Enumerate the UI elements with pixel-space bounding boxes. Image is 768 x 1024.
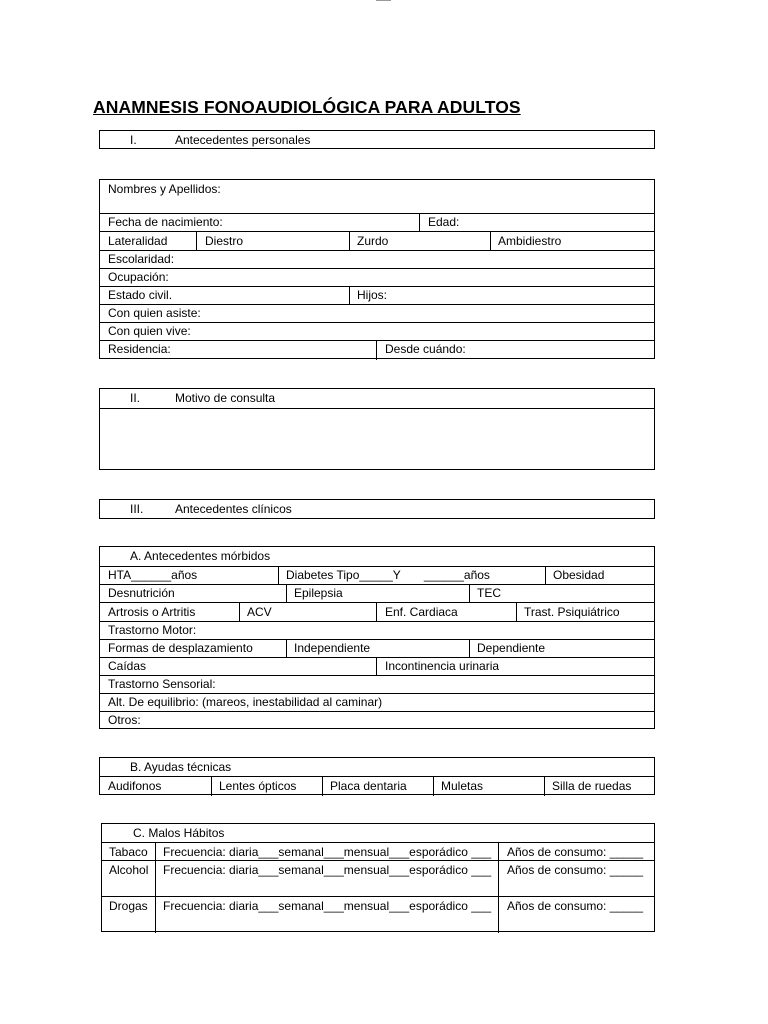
incontinencia-label: Incontinencia urinaria [385, 659, 500, 673]
morbidos-table [99, 546, 655, 729]
drogas-row [102, 896, 654, 933]
equilibrio-label: Alt. De equilibrio: (mareos, inestabilidad al caminar) [108, 695, 383, 709]
motivo-box [99, 388, 655, 470]
desplazamiento-row [100, 639, 654, 658]
motor-label: Trastorno Motor: [108, 623, 197, 637]
asiste-label: Con quien asiste: [108, 306, 201, 320]
section-i-number: I. [130, 133, 137, 147]
asiste-row [100, 304, 654, 320]
tec-label: TEC [477, 586, 501, 600]
section-i-label: Antecedentes personales [175, 133, 311, 147]
ayuda-item: Lentes ópticos [219, 779, 297, 793]
morbidos-header: A. Antecedentes mórbidos [130, 549, 271, 563]
ocupacion-row [100, 268, 654, 284]
ayudas-row [100, 776, 654, 796]
residencia-row [100, 340, 654, 360]
fecha-row [100, 213, 654, 232]
psiquiatrico-label: Trast. Psiquiátrico [524, 605, 620, 619]
section-iii-number: III. [130, 502, 144, 516]
ayuda-item: Audifonos [108, 779, 162, 793]
obesidad-label: Obesidad [553, 568, 605, 582]
tabaco-row [102, 842, 654, 861]
caidas-label: Caídas [108, 659, 147, 673]
desde-cuando-label: Desde cuándo: [385, 342, 466, 356]
nombres-label: Nombres y Apellidos: [108, 182, 221, 196]
habito-label: Alcohol [109, 863, 149, 877]
vive-label: Con quien vive: [108, 324, 191, 338]
frecuencia-text: Frecuencia: diaria___semanal___mensual___esporádico ___ [163, 863, 492, 877]
personal-table [99, 179, 655, 359]
ayudas-table [99, 757, 655, 795]
section-i-header [99, 130, 655, 149]
habito-label: Tabaco [109, 845, 148, 859]
anios-text: Años de consumo: _____ [507, 845, 644, 859]
cardiaca-label: Enf. Cardiaca [385, 605, 458, 619]
frecuencia-text: Frecuencia: diaria___semanal___mensual___esporádico ___ [163, 899, 492, 913]
anios-text: Años de consumo: _____ [507, 863, 644, 877]
fecha-label: Fecha de nacimiento: [108, 215, 223, 229]
section-iii-header [99, 499, 655, 519]
sensorial-label: Trastorno Sensorial: [108, 677, 216, 691]
desnutricion-row [100, 584, 654, 603]
otros-row [100, 711, 654, 727]
section-iii-label: Antecedentes clínicos [175, 502, 292, 516]
section-ii-number: II. [130, 391, 141, 405]
estado-civil-row [100, 286, 654, 305]
dependiente-label: Dependiente [477, 641, 546, 655]
ayuda-item: Placa dentaria [330, 779, 407, 793]
ambidiestro-label: Ambidiestro [498, 234, 562, 248]
estado-civil-label: Estado civil. [108, 288, 173, 302]
ocupacion-label: Ocupación: [108, 270, 169, 284]
page-title: ANAMNESIS FONOAUDIOLÓGICA PARA ADULTOS [93, 97, 521, 117]
desnutricion-label: Desnutrición [108, 586, 175, 600]
lateralidad-row [100, 231, 654, 251]
residencia-label: Residencia: [108, 342, 171, 356]
edad-label: Edad: [428, 215, 460, 229]
equilibrio-row [100, 693, 654, 709]
ayuda-item: Silla de ruedas [552, 779, 632, 793]
epilepsia-label: Epilepsia [294, 586, 343, 600]
alcohol-row [102, 860, 654, 897]
acv-label: ACV [247, 605, 272, 619]
lateralidad-label: Lateralidad [108, 234, 168, 248]
escolaridad-row [100, 250, 654, 266]
hta-label: HTA______años [108, 568, 198, 582]
habitos-table [101, 823, 655, 932]
frecuencia-text: Frecuencia: diaria___semanal___mensual___esporádico ___ [163, 845, 492, 859]
artrosis-label: Artrosis o Artritis [108, 605, 196, 619]
ayudas-header: B. Ayudas técnicas [130, 760, 232, 774]
anios-text: Años de consumo: _____ [507, 899, 644, 913]
section-ii-label: Motivo de consulta [175, 391, 276, 405]
diestro-label: Diestro [205, 234, 244, 248]
habitos-header: C. Malos Hábitos [133, 826, 225, 840]
escolaridad-label: Escolaridad: [108, 252, 175, 266]
otros-label: Otros: [108, 713, 141, 727]
hta-row [100, 566, 654, 585]
sensorial-row [100, 675, 654, 691]
habito-label: Drogas [109, 899, 148, 913]
ayuda-item: Muletas [441, 779, 484, 793]
hijos-label: Hijos: [357, 288, 388, 302]
zurdo-label: Zurdo [357, 234, 389, 248]
independiente-label: Independiente [294, 641, 371, 655]
diabetes-label: Diabetes Tipo_____Y ______años [286, 568, 490, 582]
vive-row [100, 322, 654, 338]
artrosis-row [100, 602, 654, 622]
desplazamiento-label: Formas de desplazamiento [108, 641, 253, 655]
motor-row [100, 621, 654, 637]
caidas-row [100, 657, 654, 676]
top-mark [376, 0, 391, 1]
